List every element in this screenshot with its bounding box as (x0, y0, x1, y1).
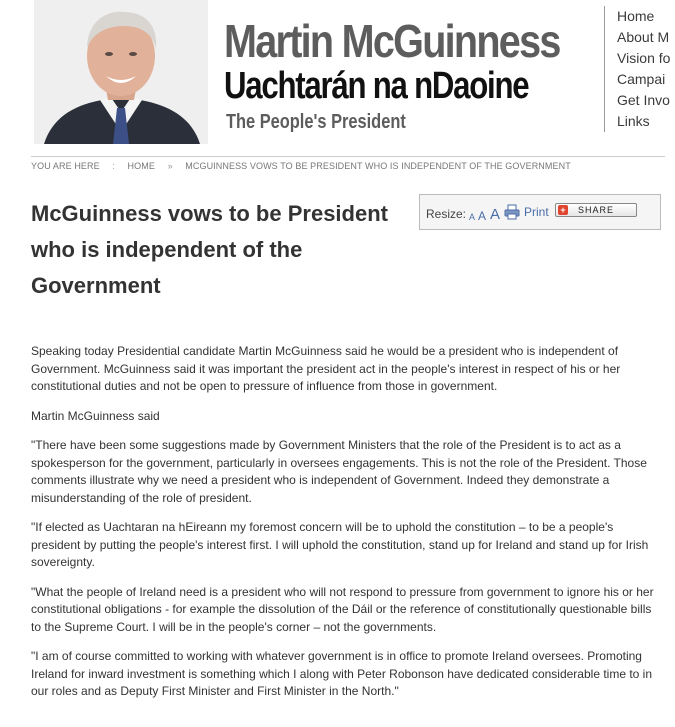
resize-label: Resize: (426, 207, 467, 221)
site-irish-title: Uachtarán na nDaoine (224, 65, 529, 107)
article-title: McGuinness vows to be President who is independent of the Government (31, 201, 388, 298)
breadcrumb-home-link[interactable]: HOME (127, 161, 155, 171)
breadcrumb-label: YOU ARE HERE (31, 161, 100, 171)
breadcrumb-separator: : (112, 161, 115, 171)
article-paragraph: "There have been some suggestions made by Government Ministers that the role of the President is to act as a spokesperson for the government, particularly in oversees engagements. This is not the role of the President. Those comments illustrate why we need a president who is independent of Government. Indeed they demonstrate a misunderstanding of the role of president. (31, 438, 647, 505)
nav-item-campaign[interactable]: Campai (617, 71, 666, 87)
print-link[interactable]: Print (524, 205, 549, 219)
printer-icon[interactable] (504, 204, 520, 220)
candidate-photo (34, 0, 208, 144)
article-body (31, 343, 656, 713)
nav-item-get-involved[interactable]: Get Invo (617, 92, 670, 108)
breadcrumb (31, 156, 665, 171)
article-paragraph: Martin McGuinness said (31, 408, 160, 423)
article-paragraph: "If elected as Uachtaran na hEireann my foremost concern will be to uphold the constitution – to be a people's president by putting the people's interest first. I will uphold the constitution, stand up for Ireland and stand up for Irish sovereignty. (31, 520, 649, 569)
font-size-large-button[interactable]: A (490, 206, 501, 223)
nav-item-links[interactable]: Links (617, 113, 650, 129)
site-header (0, 0, 671, 150)
share-button[interactable] (555, 203, 637, 217)
article-paragraph: Speaking today Presidential candidate Martin McGuinness said he would be a president who is independent of Government. McGuinness said it was important the president act in the people's interest in respect of his or her constitutional duties and not be open to pressure of influence from those in government. (31, 344, 621, 393)
site-tagline: The People's President (226, 111, 406, 133)
nav-item-home[interactable]: Home (617, 8, 655, 24)
candidate-portrait-image (34, 0, 208, 144)
share-plus-icon: + (558, 205, 568, 215)
site-name: Martin McGuinness (224, 15, 560, 67)
font-size-medium-button[interactable]: A (478, 209, 487, 223)
breadcrumb-current: MCGUINNESS VOWS TO BE PRESIDENT WHO IS INDEPENDENT OF THE GOVERNMENT (185, 161, 571, 171)
share-label: SHARE (578, 205, 615, 215)
nav-item-vision[interactable]: Vision fo (617, 50, 671, 66)
main-nav (604, 6, 675, 132)
article-paragraph: "I am of course committed to working with whatever government is in office to promote Ireland oversees. Promoting Ireland for inward investment is something which I along with Peter Robonson have dedicated considerable time to in our roles and as Deputy First Minister and First Minister in the North." (31, 649, 653, 698)
nav-item-about[interactable]: About M (617, 29, 670, 45)
breadcrumb-separator: » (167, 161, 173, 171)
article-paragraph: "What the people of Ireland need is a president who will not respond to pressure from government to ignore his or her constitutional obligations - for example the dissolution of the Dáil or the reference of constitutionally questionable bills to the Supreme Court. I will be in the people's corner – not the governments. (31, 584, 654, 634)
article-tools (419, 194, 661, 230)
font-size-small-button[interactable]: A (469, 212, 476, 222)
